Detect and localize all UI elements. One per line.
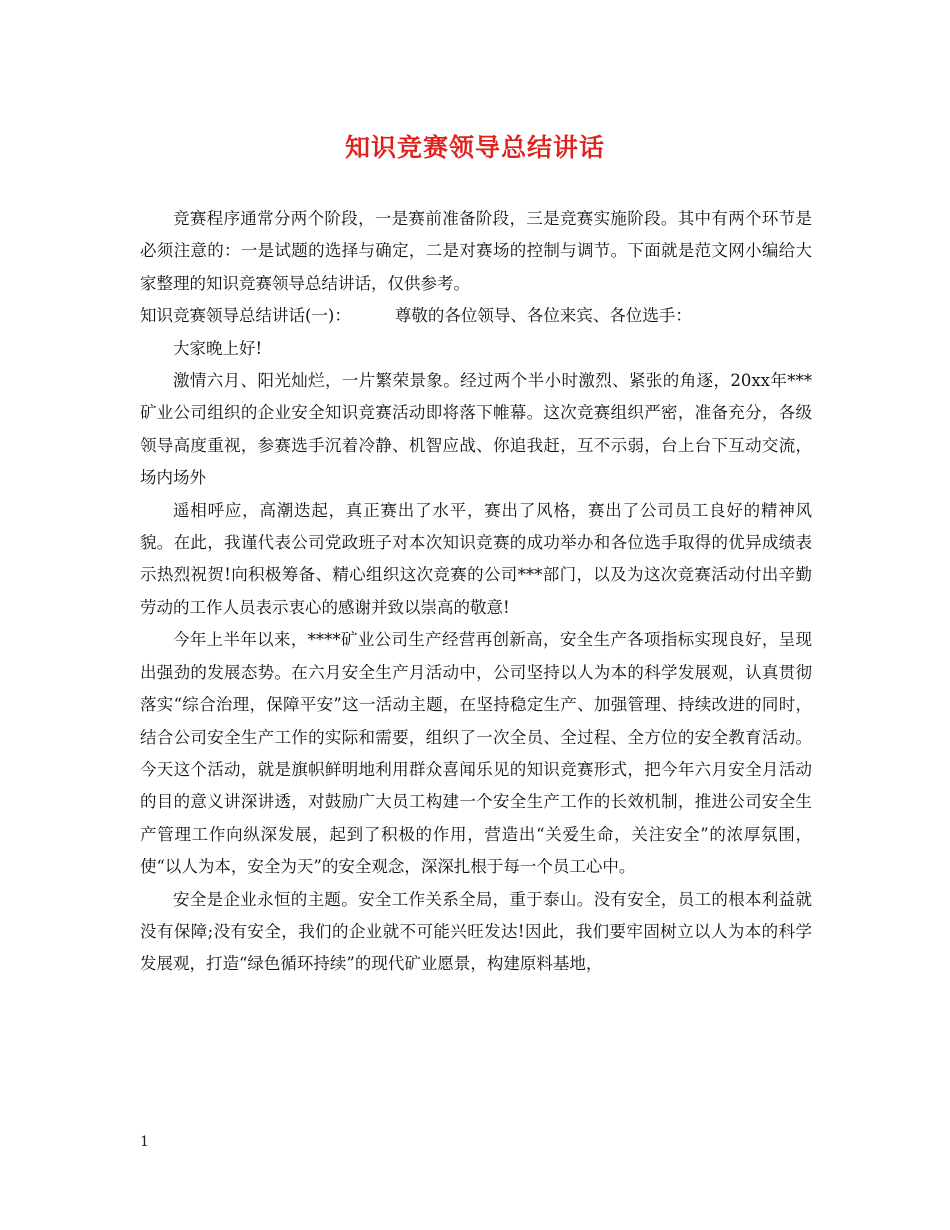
section-heading: 知识竞赛领导总结讲话(一)：	[140, 306, 351, 326]
body-paragraph-3: 今年上半年以来，****矿业公司生产经营再创新高，安全生产各项指标实现良好，呈现出强劲的发展态势。在六月安全生产月活动中，公司坚持以人为本的科学发展观，认真贯彻落实“综合治理，保障平安”这一活动主题，在坚持稳定生产、加强管理、持续改进的同时，结合公司安全生产工作的实际和需要，组织了一次全员、全过程、全方位的安全教育活动。今天这个活动，就是旗帜鲜明地利用群众喜闻乐见的知识竞赛形式，把今年六月安全月活动的目的意义讲深讲透，对鼓励广大员工构建一个安全生产工作的长效机制，推进公司安全生产管理工作向纵深发展，起到了积极的作用，营造出“关爱生命，关注安全”的浓厚氛围，使“以人为本，安全为天”的安全观念，深深扎根于每一个员工心中。	[140, 630, 812, 877]
intro-paragraph: 竞赛程序通常分两个阶段，一是赛前准备阶段，三是竞赛实施阶段。其中有两个环节是必须注意的：一是试题的选择与确定，二是对赛场的控制与调节。下面就是范文网小编给大家整理的知识竞赛领导总结讲话，仅供参考。	[140, 209, 812, 293]
document-title: 知识竞赛领导总结讲话	[344, 133, 605, 162]
body-paragraph-1: 激情六月、阳光灿烂，一片繁荣景象。经过两个半小时激烈、紧张的角逐，20xx年***矿业公司组织的企业安全知识竞赛活动即将落下帷幕。这次竞赛组织严密，准备充分，各级领导高度重视，参赛选手沉着冷静、机智应战、你追我赶，互不示弱，台上台下互动交流，场内场外	[140, 371, 812, 488]
body-paragraph-4: 安全是企业永恒的主题。安全工作关系全局，重于泰山。没有安全，员工的根本利益就没有保障;没有安全，我们的企业就不可能兴旺发达!因此，我们要牢固树立以人为本的科学发展观，打造“绿色循环持续”的现代矿业愿景，构建原料基地，	[140, 889, 812, 974]
section-heading-line	[140, 300, 812, 332]
document-body	[140, 203, 812, 981]
greeting-paragraph: 大家晚上好!	[173, 338, 263, 358]
page-number: 1	[140, 1134, 149, 1150]
salutation: 尊敬的各位领导、各位来宾、各位选手：	[394, 306, 692, 326]
body-paragraph-2: 遥相呼应，高潮迭起，真正赛出了水平，赛出了风格，赛出了公司员工良好的精神风貌。在此，我谨代表公司党政班子对本次知识竞赛的成功举办和各位选手取得的优异成绩表示热烈祝贺!向积极筹备、精心组织这次竞赛的公司***部门，以及为这次竞赛活动付出辛勤劳动的工作人员表示衷心的感谢并致以崇高的敬意!	[140, 500, 812, 617]
